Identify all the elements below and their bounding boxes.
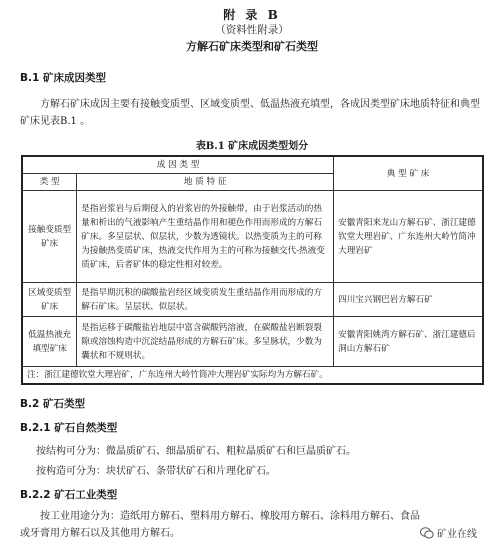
section-b1-paragraph: 方解石矿床成因主要有接触变质型、区域变质型、低温热液充填型，各成因类型矿床地质特征和典型矿床见表B.1 。 bbox=[20, 99, 480, 127]
header-typical-deposit: 典 型 矿 床 bbox=[334, 156, 483, 191]
table-header-row bbox=[22, 156, 483, 174]
wechat-icon bbox=[420, 526, 434, 540]
row-type: 区域变质型矿床 bbox=[22, 283, 77, 317]
appendix-title: 方解石矿床类型和矿石类型 bbox=[186, 40, 318, 53]
watermark bbox=[420, 525, 477, 540]
header-geology: 地 质 特 征 bbox=[77, 174, 334, 191]
row-geology: 是指运移于碳酸盐岩地层中富含碳酸钙溶液，在碳酸盐岩断裂裂隙或溶蚀构造中沉淀结晶形成的方解石矿床。多呈脉状，少数为囊状和不规则状。 bbox=[77, 317, 334, 367]
watermark-text: 矿业在线 bbox=[437, 529, 477, 540]
genesis-type-table bbox=[21, 155, 484, 385]
section-b21-heading: B.2.1 矿石自然类型 bbox=[20, 422, 118, 434]
row-typical: 安徽青阳来龙山方解石矿、浙江建德钦堂大理岩矿、广东连州大岭竹筒冲大理岩矿 bbox=[334, 191, 483, 283]
table-row bbox=[22, 191, 483, 283]
b22-paragraph: 按工业用途分为：造纸用方解石、塑料用方解石、橡胶用方解石、涂料用方解石、食品或牙膏用方解石以及其他用方解石。 bbox=[20, 511, 420, 539]
row-geology: 是指岩浆岩与后期侵入的岩浆岩的外接触带，由于岩浆活动的热量和析出的气液影响产生重结晶作用和褪色作用而形成的方解石矿床。多呈层状、似层状，少数为透镜状。以热变质为主的可称为接触热变质矿床，热液交代作用为主的可称为接触交代-热液变质矿床，后者矿体的稳定性相对较差。 bbox=[77, 191, 334, 283]
header-type: 类 型 bbox=[22, 174, 77, 191]
row-geology: 是指早期沉积的碳酸盐岩经区域变质发生重结晶作用而形成的方解石矿床。呈层状、似层状。 bbox=[77, 283, 334, 317]
table-note: 注：浙江建德钦堂大理岩矿，广东连州大岭竹筒冲大理岩矿实际均为方解石矿。 bbox=[22, 367, 483, 385]
section-b1-heading: B.1 矿床成因类型 bbox=[20, 72, 106, 84]
table-note-row bbox=[22, 367, 483, 385]
row-typical: 四川宝兴钢巴岩方解石矿 bbox=[334, 283, 483, 317]
table-caption: 表B.1 矿床成因类型划分 bbox=[195, 141, 309, 152]
appendix-note: （资料性附录） bbox=[215, 24, 289, 36]
appendix-label: 附 录 B bbox=[223, 8, 281, 22]
header-genesis-type: 成 因 类 型 bbox=[22, 156, 334, 174]
section-b22-heading: B.2.2 矿石工业类型 bbox=[20, 489, 118, 501]
table-row bbox=[22, 283, 483, 317]
b21-structure-line: 按结构可分为：微晶质矿石、细晶质矿石、粗粒晶质矿石和巨晶质矿石。 bbox=[36, 446, 356, 457]
b21-texture-line: 按构造可分为：块状矿石、条带状矿石和片理化矿石。 bbox=[36, 466, 276, 477]
row-typical: 安徽青阳姚湾方解石矿、浙江建德后洞山方解石矿 bbox=[334, 317, 483, 367]
row-type: 接触变质型矿床 bbox=[22, 191, 77, 283]
row-type: 低温热液充填型矿床 bbox=[22, 317, 77, 367]
table-row bbox=[22, 317, 483, 367]
section-b2-heading: B.2 矿石类型 bbox=[20, 398, 85, 410]
